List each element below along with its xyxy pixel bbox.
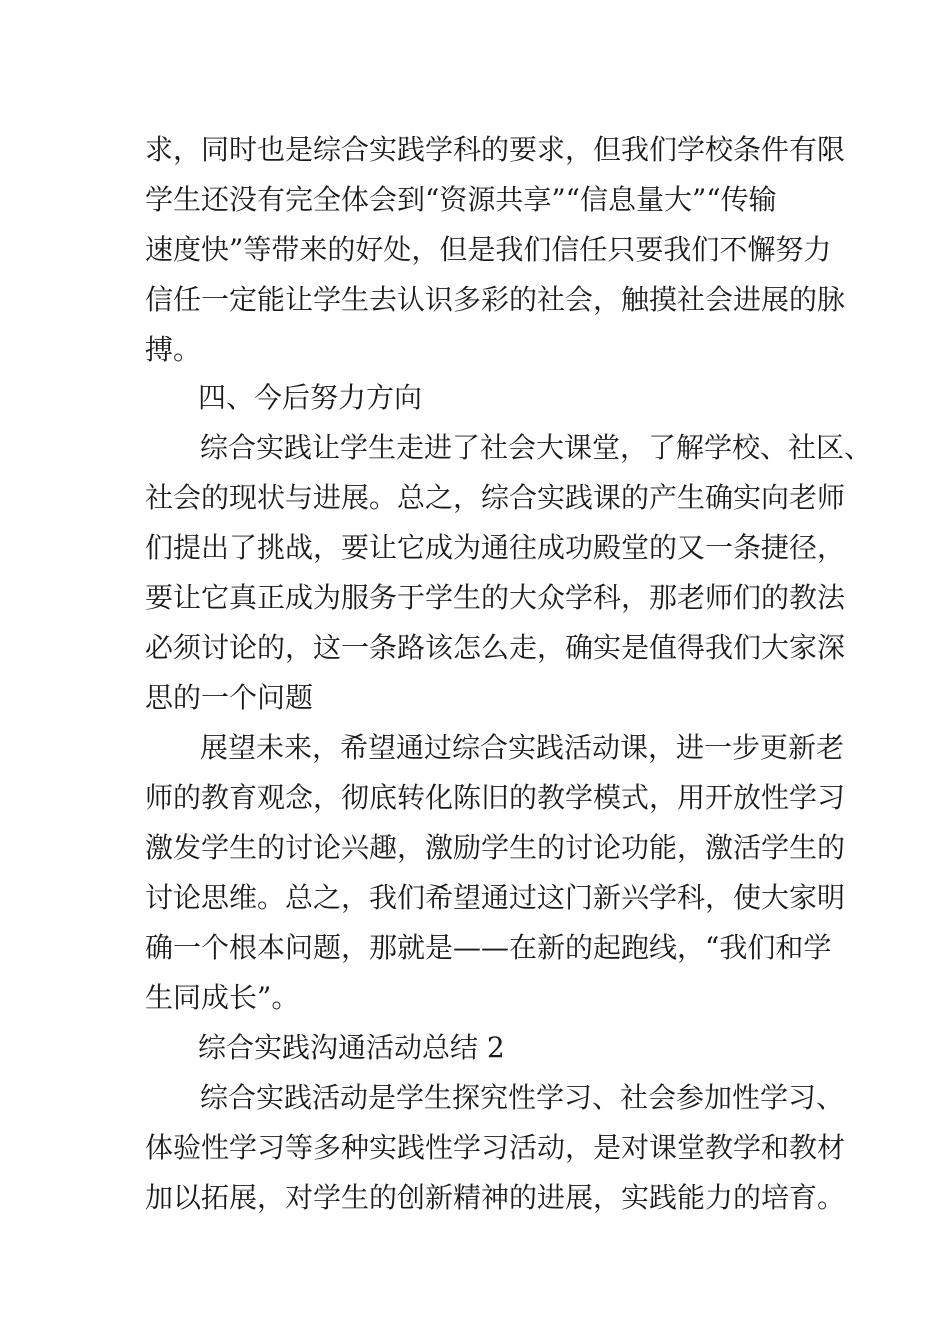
text-line: 加以拓展，对学生的创新精神的进展，实践能力的培育。 [145,1181,846,1214]
section-heading: 四、今后努力方向 [198,381,423,414]
text-line: 激发学生的讨论兴趣，激励学生的讨论功能，激活学生的 [145,831,846,864]
text-line: 速度快”等带来的好处，但是我们信任只要我们不懈努力 [145,233,832,266]
text-line: 确一个根本问题，那就是——在新的起跑线，“我们和学 [145,931,832,964]
text-line: 信任一定能让学生去认识多彩的社会，触摸社会进展的脉 [145,283,846,316]
text-line: 思的一个问题 [145,681,314,714]
text-line: 必须讨论的，这一条路该怎么走，确实是值得我们大家深 [145,631,846,664]
text-line: 综合实践让学生走进了社会大课堂，了解学校、社区、 [200,431,873,464]
text-line: 综合实践活动是学生探究性学习、社会参加性学习、 [200,1081,845,1114]
section-heading: 综合实践沟通活动总结 2 [198,1031,505,1064]
text-line: 要让它真正成为服务于学生的大众学科，那老师们的教法 [145,581,846,614]
text-line: 师的教育观念，彻底转化陈旧的教学模式，用开放性学习 [145,781,846,814]
text-line: 求，同时也是综合实践学科的要求，但我们学校条件有限 [145,133,846,166]
text-line: 搏。 [145,333,202,366]
text-line: 展望未来，希望通过综合实践活动课，进一步更新老 [200,731,845,764]
text-line: 体验性学习等多种实践性学习活动，是对课堂教学和教材 [145,1131,846,1164]
text-line: 生同成长”。 [145,981,300,1014]
text-line: 讨论思维。总之，我们希望通过这门新兴学科，使大家明 [145,881,846,914]
text-line: 学生还没有完全体会到“资源共享”“信息量大”“传输 [145,183,777,216]
text-line: 社会的现状与进展。总之，综合实践课的产生确实向老师 [145,481,846,514]
text-line: 们提出了挑战，要让它成为通往成功殿堂的又一条捷径， [145,531,846,564]
